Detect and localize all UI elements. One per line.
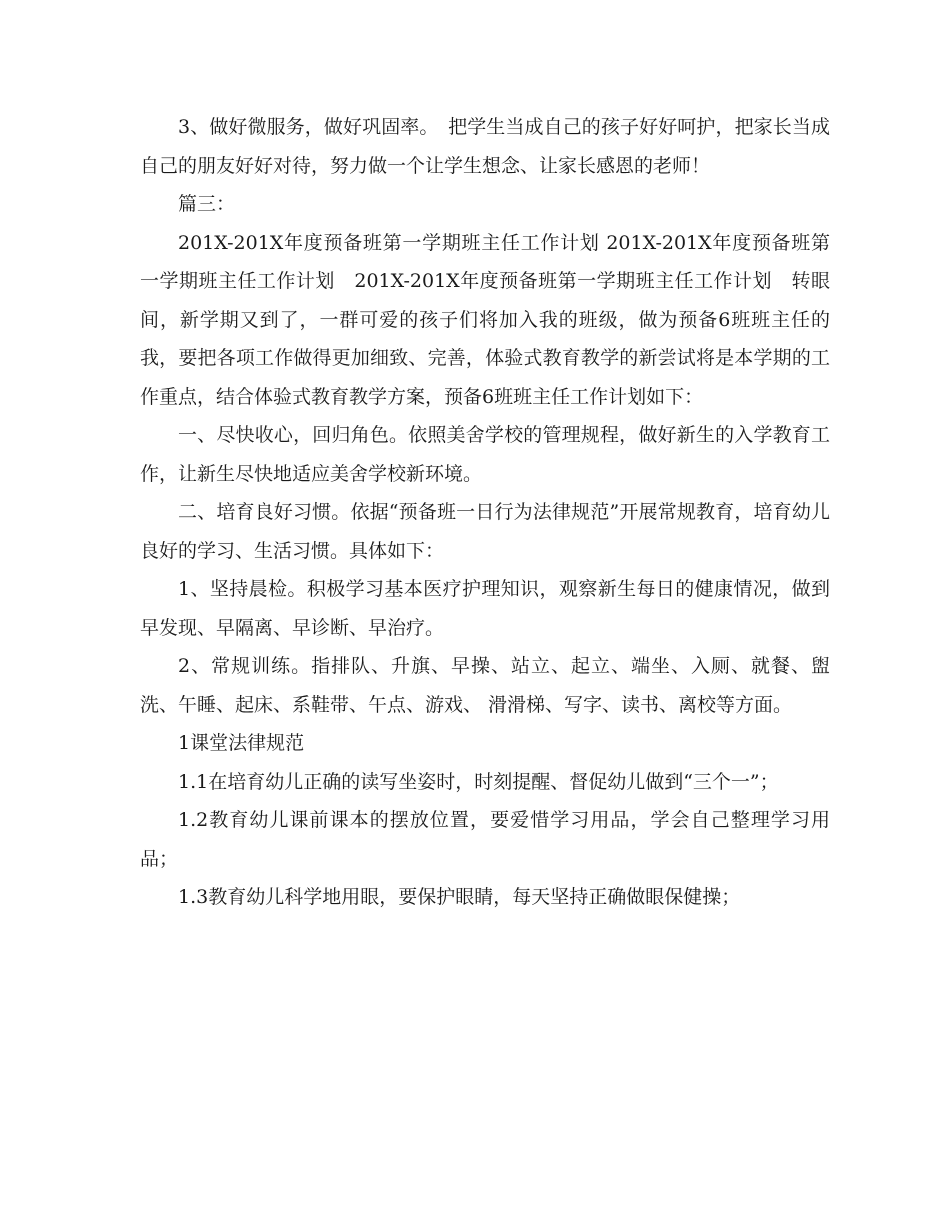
list-item-1-1: 1.1在培育幼儿正确的读写坐姿时，时刻提醒、督促幼儿做到“三个一”； [178,770,779,793]
paragraph-plan-intro: 201X-201X年度预备班第一学期班主任工作计划 201X-201X年度预备班第一学期班主任工作计划 201X-201X年度预备班第一学期班主任工作计划 转眼间，新学期又到了，一群可爱的孩子们将加入我的班级，做为预备6班班主任的我，要把各项工作做得更加细致、完善，体验式教育教学的新尝试将是本学期的工作重点，结合体验式教育教学方案，预备6班班主任工作计划如下： [140,231,830,408]
paragraph-point-two: 二、培育良好习惯。依据“预备班一日行为法律规范”开展常规教育，培育幼儿良好的学习、生活习惯。具体如下： [140,501,830,562]
document-body [140,108,830,917]
list-item-1-2: 1.2教育幼儿课前课本的摆放位置，要爱惜学习用品，学会自己整理学习用品； [140,809,830,870]
paragraph-micro-service: 3、做好微服务，做好巩固率。 把学生当成自己的孩子好好呵护，把家长当成自己的朋友好好对待，努力做一个让学生想念、让家长感恩的老师！ [140,116,830,177]
paragraph-point-one: 一、尽快收心，回归角色。依照美舍学校的管理规程，做好新生的入学教育工作，让新生尽快地适应美舍学校新环境。 [140,424,830,485]
section-heading-part-three: 篇三： [178,193,236,215]
subheading-classroom-rules: 1课堂法律规范 [178,732,305,754]
list-item-1-3: 1.3教育幼儿科学地用眼，要保护眼睛，每天坚持正确做眼保健操； [178,886,741,908]
paragraph-morning-check: 1、坚持晨检。积极学习基本医疗护理知识，观察新生每日的健康情况，做到早发现、早隔离、早诊断、早治疗。 [140,578,830,639]
paragraph-routine-training: 2、常规训练。指排队、升旗、早操、站立、起立、端坐、入厕、就餐、盥洗、午睡、起床、系鞋带、午点、游戏、 滑滑梯、写字、读书、离校等方面。 [140,655,830,716]
